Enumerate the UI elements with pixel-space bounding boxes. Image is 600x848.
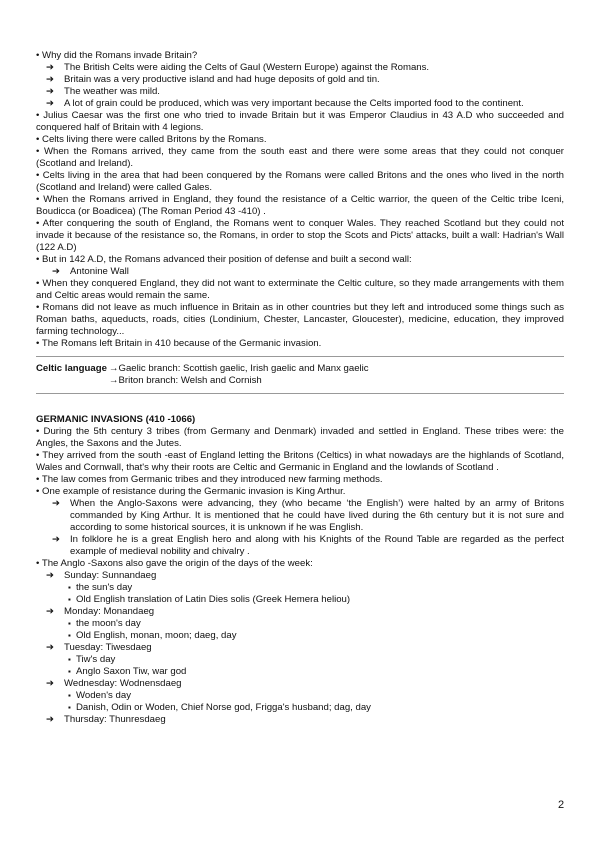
arrow-icon: ➔ bbox=[46, 98, 55, 109]
list-item: ▪ the sun's day bbox=[68, 582, 133, 593]
list-item: ➔ The weather was mild. bbox=[46, 86, 160, 97]
day-notes bbox=[36, 654, 564, 678]
list-item: ▪ Old English, monan, moon; daeg, day bbox=[68, 630, 237, 641]
paragraph-julius-caesar: • Julius Caesar was the first one who tried to invade Britain but it was Emperor Claudius in 43 A.D who succeeded and conquered half of Britain with 4 legions. bbox=[36, 110, 564, 133]
page-number: 2 bbox=[558, 799, 565, 811]
bullet-icon: ▪ bbox=[68, 631, 71, 640]
paragraph-celtic-culture: • When they conquered England, they did not want to exterminate the Celtic culture, so they made arrangements with them and Celtic areas would remain the same. bbox=[36, 278, 564, 301]
day-notes bbox=[36, 618, 564, 642]
wall-list bbox=[36, 266, 564, 278]
list-item: ➔ Thursday: Thunresdaeg bbox=[46, 714, 166, 725]
paragraph-days-of-week: • The Anglo -Saxons also gave the origin of the days of the week: bbox=[36, 558, 313, 569]
arrow-icon: ➔ bbox=[46, 606, 55, 617]
gaelic-branch: →Gaelic branch: Scottish gaelic, Irish gaelic and Manx gaelic bbox=[108, 363, 369, 374]
list-item: ➔ Britain was a very productive island and had huge deposits of gold and tin. bbox=[46, 74, 380, 85]
arrow-icon: ➔ bbox=[46, 678, 55, 689]
day-notes bbox=[36, 582, 564, 606]
list-item: ➔ Tuesday: Tiwesdaeg bbox=[46, 642, 152, 653]
paragraph-boudicca: • When the Romans arrived in England, they found the resistance of a Celtic warrior, the queen of the Celtic tribe Iceni, Boudicca (or Boadicea) (The Roman Period 43 -410) . bbox=[36, 194, 564, 217]
section-heading: GERMANIC INVASIONS (410 -1066) bbox=[36, 414, 196, 425]
bullet-icon: ▪ bbox=[68, 655, 71, 664]
celtic-language-label: Celtic language bbox=[36, 363, 107, 374]
list-item: ➔ Monday: Monandaeg bbox=[46, 606, 155, 617]
document-page bbox=[36, 50, 564, 726]
list-item: ▪ Anglo Saxon Tiw, war god bbox=[68, 666, 187, 677]
list-item: ▪ Tiw's day bbox=[68, 654, 116, 665]
paragraph-roman-influence: • Romans did not leave as much influence in Britain as in other countries but they left and introduced some things such as Roman baths, aqueducts, roads, cities (Londinium, Chester, Lancaster, Gloucester), medicine, education, they improved farming technology... bbox=[36, 302, 564, 337]
arthur-list bbox=[36, 498, 564, 558]
arrow-icon: ➔ bbox=[52, 498, 61, 509]
divider bbox=[36, 393, 564, 394]
arrow-icon: ➔ bbox=[46, 74, 55, 85]
days-list bbox=[36, 606, 564, 618]
paragraph-romans-left: • The Romans left Britain in 410 because of the Germanic invasion. bbox=[36, 338, 322, 349]
arrow-icon: ➔ bbox=[46, 62, 55, 73]
arrow-icon: ➔ bbox=[52, 534, 61, 545]
arrow-icon: ➔ bbox=[46, 86, 55, 97]
briton-branch: →Briton branch: Welsh and Cornish bbox=[108, 375, 262, 386]
bullet-icon: ▪ bbox=[68, 595, 71, 604]
bullet-icon: ▪ bbox=[68, 703, 71, 712]
days-list bbox=[36, 642, 564, 654]
reasons-list bbox=[36, 62, 564, 110]
list-item: ▪ the moon's day bbox=[68, 618, 141, 629]
arrow-icon: ➔ bbox=[52, 266, 61, 277]
list-item: ➔ Wednesday: Wodnensdaeg bbox=[46, 678, 182, 689]
list-item: ➔ Sunday: Sunnandaeg bbox=[46, 570, 157, 581]
list-item: ➔ Antonine Wall bbox=[52, 266, 129, 277]
arrow-icon: ➔ bbox=[46, 642, 55, 653]
paragraph-gales: • Celts living in the area that had been conquered by the Romans were called Britons and the ones who lived in the north (Scotland and Ireland) were called Gales. bbox=[36, 170, 564, 193]
paragraph-hadrians-wall: • After conquering the south of England, the Romans went to conquer Wales. They reached Scotland but they could not invade it because of the resistance so, the Romans, in order to stop the Scots and Picts' attacks, built a wall: Hadrian's Wall (122 A.D) bbox=[36, 218, 564, 253]
paragraph-tribes: • During the 5th century 3 tribes (from Germany and Denmark) invaded and settled in England. These tribes were: the Angles, the Saxons and the Jutes. bbox=[36, 426, 564, 449]
paragraph-romans-arrived: • When the Romans arrived, they came from the south east and there were some areas that they could not conquer (Scotland and Ireland). bbox=[36, 146, 564, 169]
day-notes bbox=[36, 690, 564, 714]
arrow-icon: ➔ bbox=[46, 714, 55, 725]
question-why-invade: • Why did the Romans invade Britain? bbox=[36, 50, 198, 61]
days-list bbox=[36, 714, 564, 726]
paragraph-king-arthur: • One example of resistance during the Germanic invasion is King Arthur. bbox=[36, 486, 346, 497]
celtic-language-block bbox=[36, 363, 564, 387]
arrow-icon: ➔ bbox=[46, 570, 55, 581]
divider bbox=[36, 356, 564, 357]
list-item: ▪ Danish, Odin or Woden, Chief Norse god, Frigga's husband; dag, day bbox=[68, 702, 371, 713]
paragraph-law: • The law comes from Germanic tribes and they introduced new farming methods. bbox=[36, 474, 383, 485]
list-item: ▪ Old English translation of Latin Dies solis (Greek Hemera heliou) bbox=[68, 594, 351, 605]
paragraph-second-wall: • But in 142 A.D, the Romans advanced their position of defense and built a second wall: bbox=[36, 254, 412, 265]
bullet-icon: ▪ bbox=[68, 583, 71, 592]
list-item: ➔ When the Anglo-Saxons were advancing, they (who became ‘the English’) were halted by an army of Britons commanded by King Arthur. It is mentioned that he could have lived during the 6th century but it is not sure and according to some historical sources, it is unknown if he was English. bbox=[52, 498, 564, 533]
paragraph-south-east: • They arrived from the south -east of England letting the Britons (Celtics) in what nowadays are the highlands of Scotland, Wales and Cornwall, that's why their roots are Celtic and Germanic in England and the lowlands of Scotland . bbox=[36, 450, 564, 473]
bullet-icon: ▪ bbox=[68, 667, 71, 676]
list-item: ▪ Woden's day bbox=[68, 690, 131, 701]
bullet-icon: ▪ bbox=[68, 619, 71, 628]
days-list bbox=[36, 570, 564, 582]
list-item: ➔ The British Celts were aiding the Celts of Gaul (Western Europe) against the Romans. bbox=[46, 62, 430, 73]
list-item: ➔ A lot of grain could be produced, which was very important because the Celts imported food to the continent. bbox=[46, 98, 524, 109]
paragraph-britons: • Celts living there were called Britons by the Romans. bbox=[36, 134, 267, 145]
list-item: ➔ In folklore he is a great English hero and along with his Knights of the Round Table are regarded as the perfect example of medieval nobility and chivalry . bbox=[52, 534, 564, 557]
days-list bbox=[36, 678, 564, 690]
bullet-icon: ▪ bbox=[68, 691, 71, 700]
